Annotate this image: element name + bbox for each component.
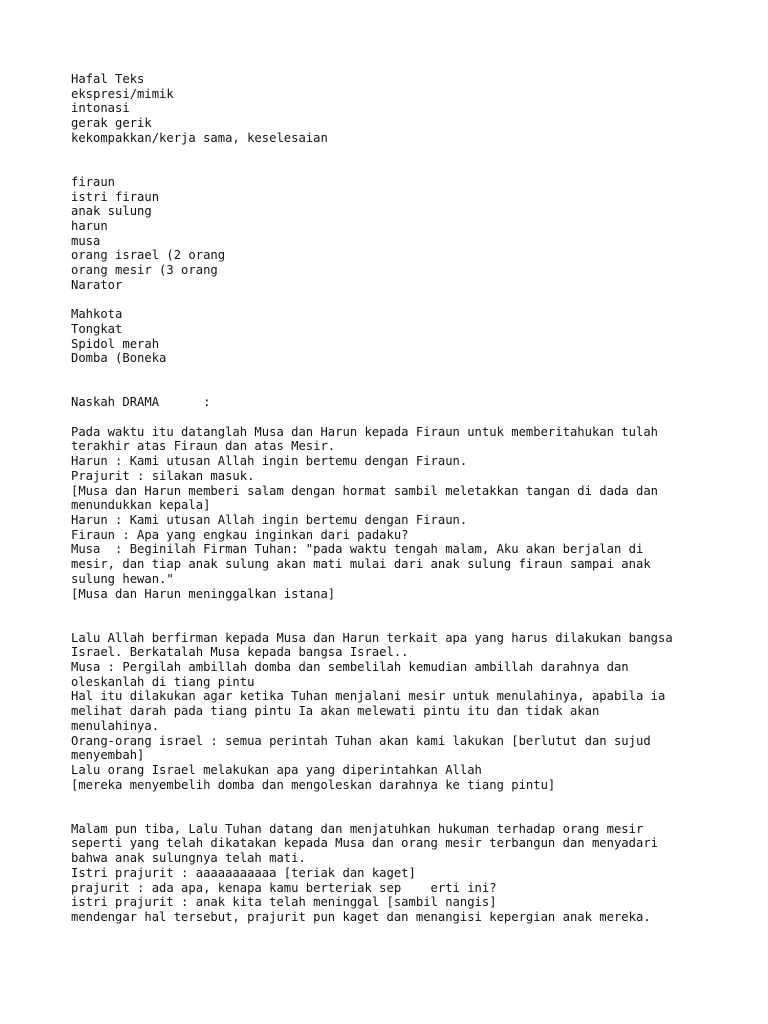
text-line: sulung hewan." [71, 571, 174, 586]
text-line: Musa : Beginilah Firman Tuhan: "pada waktu tengah malam, Aku akan berjalan di [71, 542, 644, 557]
scene-3-paragraph [71, 822, 751, 925]
text-line: mendengar hal tersebut, prajurit pun kaget dan menangisi kepergian anak mereka. [71, 909, 651, 924]
criteria-item: kekompakkan/kerja sama, keselesaian [71, 130, 328, 145]
text-line: Harun : Kami utusan Allah ingin bertemu dengan Firaun. [71, 454, 468, 469]
text-line: Prajurit : silakan masuk. [71, 468, 255, 483]
cast-item: Narator [71, 277, 123, 292]
prop-item: Spidol merah [71, 336, 160, 351]
scene-2-paragraph [71, 631, 751, 793]
cast-list [71, 175, 751, 293]
text-line: Orang-orang israel : semua perintah Tuhan akan kami lakukan [berlutut dan sujud [71, 733, 651, 748]
cast-item: orang israel (2 orang [71, 248, 226, 263]
scene-1-paragraph [71, 425, 751, 601]
text-line: terakhir atas Firaun dan atas Mesir. [71, 439, 336, 454]
text-line: Harun : Kami utusan Allah ingin bertemu dengan Firaun. [71, 513, 468, 527]
text-line: menundukkan kepala] [71, 498, 211, 513]
prop-item: Mahkota [71, 307, 123, 322]
text-line: bahwa anak sulungnya telah mati. [71, 851, 306, 866]
text-line: [Musa dan Harun meninggalkan istana] [71, 586, 336, 601]
text-line: [Musa dan Harun memberi salam dengan hormat sambil meletakkan tangan di dada dan [71, 483, 658, 498]
text-line: seperti yang telah dikatakan kepada Musa dan orang mesir terbangun dan menyadari [71, 836, 658, 851]
text-line: Israel. Berkatalah Musa kepada bangsa Israel.. [71, 645, 409, 660]
text-line: oleskanlah di tiang pintu [71, 674, 255, 689]
text-line: Musa : Pergilah ambillah domba dan sembelilah kemudian ambillah darahnya dan [71, 660, 629, 674]
document-page [71, 72, 751, 925]
text-line: Hal itu dilakukan agar ketika Tuhan menjalani mesir untuk menulahinya, apabila ia [71, 689, 666, 704]
text-line: menulahinya. [71, 718, 160, 733]
text-line: menyembah] [71, 748, 145, 763]
text-line: mesir, dan tiap anak sulung akan mati mulai dari anak sulung firaun sampai anak [71, 557, 651, 572]
criteria-item: ekspresi/mimik [71, 86, 174, 101]
text-line: Lalu orang Israel melakukan apa yang diperintahkan Allah [71, 762, 482, 777]
text-line: Pada waktu itu datanglah Musa dan Harun kepada Firaun untuk memberitahukan tulah [71, 424, 658, 439]
prop-item: Tongkat [71, 321, 123, 336]
cast-item: anak sulung [71, 204, 152, 219]
prop-item: Domba (Boneka [71, 351, 167, 366]
cast-item: harun [71, 219, 108, 233]
text-line: Firaun : Apa yang engkau inginkan dari padaku? [71, 527, 409, 542]
cast-item: musa [71, 233, 101, 248]
text-line: istri prajurit : anak kita telah meninggal [sambil nangis] [71, 895, 497, 910]
text-line: prajurit : ada apa, kenapa kamu berteriak sep erti ini? [71, 880, 497, 895]
text-line: [mereka menyembelih domba dan mengoleskan darahnya ke tiang pintu] [71, 777, 556, 792]
criteria-item: gerak gerik [71, 116, 152, 131]
text-line: Istri prajurit : aaaaaaaaaaa [teriak dan kaget] [71, 865, 416, 880]
text-line: melihat darah pada tiang pintu Ia akan melewati pintu itu dan tidak akan [71, 704, 600, 719]
cast-item: firaun [71, 174, 116, 189]
script-heading: Naskah DRAMA : [71, 395, 211, 410]
criteria-item: intonasi [71, 101, 130, 116]
criteria-item: Hafal Teks [71, 72, 145, 86]
props-list [71, 307, 751, 366]
text-line: Lalu Allah berfirman kepada Musa dan Harun terkait apa yang harus dilakukan bangsa [71, 630, 673, 645]
text-line: Malam pun tiba, Lalu Tuhan datang dan menjatuhkan hukuman terhadap orang mesir [71, 821, 644, 836]
cast-item: orang mesir (3 orang [71, 263, 218, 278]
cast-item: istri firaun [71, 189, 160, 204]
assessment-criteria-list [71, 72, 751, 146]
